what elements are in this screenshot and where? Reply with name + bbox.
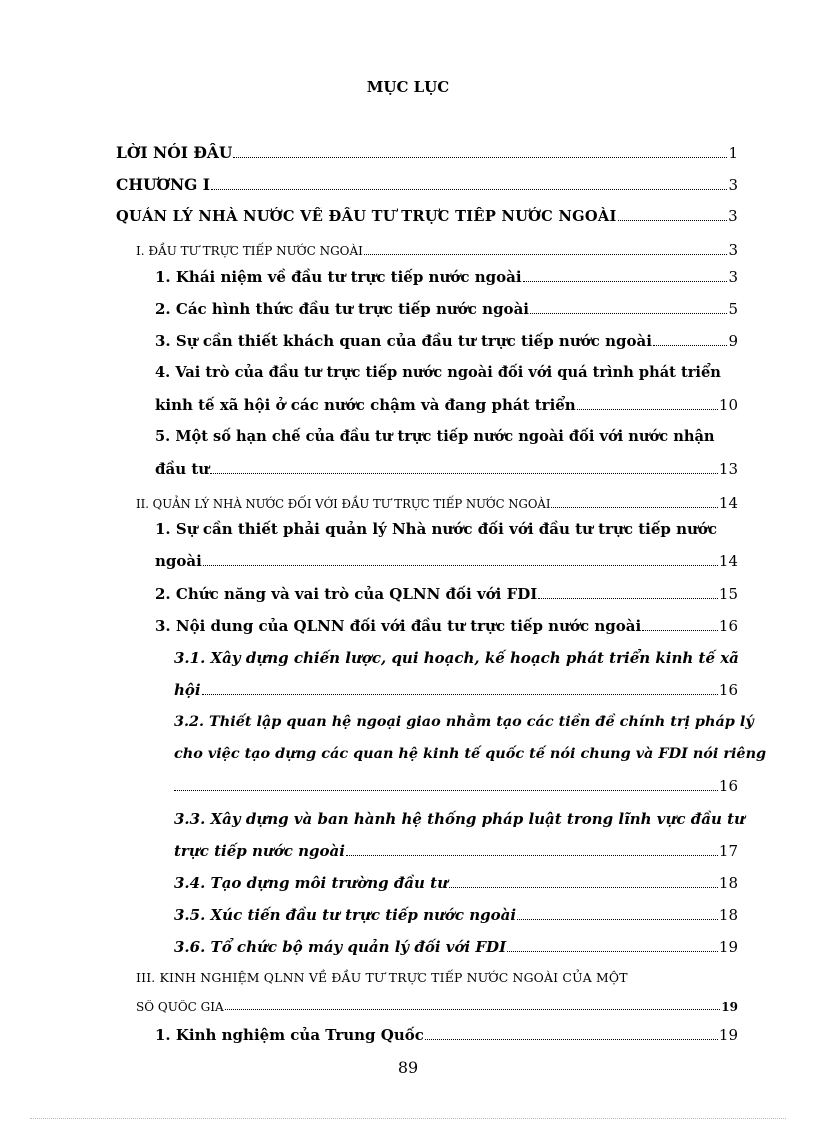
toc-entry-title: 3. Nội dung của QLNN đối với đầu tư trực tiếp nước ngoài	[155, 617, 642, 635]
leader-dots	[202, 693, 718, 695]
toc-entry-title-line1[interactable]: 3.1. Xây dựng chiến lược, qui hoạch, kế hoạch phát triển kinh tế xã	[174, 649, 739, 667]
leader-dots	[530, 312, 727, 314]
leader-dots	[364, 253, 728, 255]
toc-entry-title: 1. Kinh nghiệm của Trung Quốc	[155, 1026, 424, 1044]
toc-entry[interactable]	[155, 617, 738, 635]
toc-entry-page: 13	[718, 460, 738, 478]
leader-dots	[523, 280, 728, 282]
toc-entry-page: 3	[728, 241, 738, 259]
page-title: MỤC LỤC	[366, 78, 450, 96]
leader-dots	[174, 789, 718, 791]
toc-entry-title: 1. Khái niệm về đầu tư trực tiếp nước ngoài	[155, 268, 522, 286]
leader-dots	[346, 854, 718, 856]
toc-entry-page: 18	[718, 906, 738, 924]
leader-dots	[211, 188, 727, 190]
toc-entry-page: 1	[728, 144, 738, 162]
toc-entry-page: 3	[728, 268, 738, 286]
toc-entry-page: 14	[718, 552, 738, 570]
toc-entry[interactable]	[155, 1026, 738, 1044]
toc-entry-page: 19	[718, 938, 738, 956]
leader-dots	[210, 472, 718, 474]
toc-entry-title: 2. Các hình thức đầu tư trực tiếp nước ngoài	[155, 300, 529, 318]
toc-entry[interactable]	[174, 906, 738, 924]
leader-dots	[538, 597, 718, 599]
toc-entry-title: 2. Chức năng và vai trò của QLNN đối với FDI	[155, 585, 538, 603]
toc-entry-title-line2: đầu tư	[155, 460, 210, 478]
toc-entry-page: 5	[728, 300, 738, 318]
toc-entry[interactable]	[136, 494, 738, 512]
toc-entry-page: 14	[718, 494, 738, 512]
leader-dots	[653, 344, 728, 346]
toc-entry[interactable]	[155, 300, 738, 318]
leader-dots	[577, 408, 718, 410]
toc-entry-page: 18	[718, 874, 738, 892]
toc-entry[interactable]	[136, 241, 738, 259]
toc-entry-page: 19	[721, 1000, 738, 1014]
toc-entry[interactable]	[174, 874, 738, 892]
toc-entry-title-line1[interactable]: III. KINH NGHIỆM QLNN VỀ ĐẦU TƯ TRỰC TIẾP NƯỚC NGOÀI CỦA MỘT	[136, 970, 628, 985]
toc-entry[interactable]	[174, 681, 738, 699]
leader-dots	[425, 1038, 718, 1040]
toc-entry-page: 10	[718, 396, 738, 414]
toc-entry-title: LỜI NÓI ĐẦU	[116, 143, 233, 162]
toc-entry-title-line1[interactable]: 3.2. Thiết lập quan hệ ngoại giao nhằm tạo các tiền đề chính trị pháp lý	[174, 713, 754, 730]
toc-entry[interactable]	[155, 396, 738, 414]
toc-entry-title: 3.4. Tạo dựng môi trường đầu tư	[174, 874, 448, 892]
toc-entry-page: 15	[718, 585, 738, 603]
toc-entry-page: 17	[718, 842, 738, 860]
toc-entry-title: 3. Sự cần thiết khách quan của đầu tư trực tiếp nước ngoài	[155, 332, 652, 350]
toc-entry[interactable]	[155, 332, 738, 350]
leader-dots	[517, 918, 718, 920]
toc-entry-title-line2: trực tiếp nước ngoài	[174, 842, 345, 860]
toc-entry[interactable]	[155, 268, 738, 286]
leader-dots	[618, 219, 728, 221]
toc-entry[interactable]	[174, 842, 738, 860]
leader-dots	[449, 886, 718, 888]
leader-dots	[225, 1008, 721, 1010]
toc-entry[interactable]	[136, 1000, 738, 1014]
toc-entry-title: 3.6. Tổ chức bộ máy quản lý đối với FDI	[174, 938, 507, 956]
toc-entry-title-line1[interactable]: 1. Sự cần thiết phải quản lý Nhà nước đối với đầu tư trực tiếp nước	[155, 520, 718, 538]
toc-entry-title-line2: ngoài	[155, 552, 202, 570]
toc-entry-page: 16	[718, 681, 738, 699]
toc-entry[interactable]	[155, 585, 738, 603]
leader-dots	[551, 506, 717, 508]
toc-entry-title: CHƯƠNG I	[116, 175, 211, 194]
toc-entry[interactable]	[116, 207, 738, 225]
toc-entry-page: 16	[718, 777, 738, 795]
toc-entry[interactable]	[174, 938, 738, 956]
leader-dots	[203, 564, 718, 566]
toc-entry-title-line2[interactable]: cho việc tạo dựng các quan hệ kinh tế quốc tế nói chung và FDI nói riêng	[174, 745, 767, 762]
toc-entry-title-line2: hội	[174, 681, 201, 699]
leader-dots	[642, 629, 718, 631]
toc-entry[interactable]	[116, 175, 738, 194]
toc-entry-title-line1[interactable]: 5. Một số hạn chế của đầu tư trực tiếp nước ngoài đối với nước nhận	[155, 428, 715, 445]
page-number: 89	[397, 1058, 419, 1077]
toc-entry-page: 9	[728, 332, 738, 350]
toc-entry-page: 19	[718, 1026, 738, 1044]
toc-entry[interactable]	[116, 143, 738, 162]
page-bottom-divider	[30, 1118, 786, 1119]
toc-entry-title: I. ĐẦU TƯ TRỰC TIẾP NƯỚC NGOÀI	[136, 244, 363, 258]
toc-entry-title: II. QUẢN LÝ NHÀ NƯỚC ĐỐI VỚI ĐẦU TƯ TRỰC TIẾP NƯỚC NGOÀI	[136, 497, 551, 511]
toc-entry-page: 3	[728, 176, 738, 194]
toc-entry-title-line2: kinh tế xã hội ở các nước chậm và đang phát triển	[155, 396, 576, 414]
toc-entry[interactable]	[174, 777, 738, 795]
toc-entry[interactable]	[155, 460, 738, 478]
toc-entry-page: 3	[728, 207, 738, 225]
toc-entry-title-line1[interactable]: 3.3. Xây dựng và ban hành hệ thống pháp luật trong lĩnh vực đầu tư	[174, 810, 745, 828]
toc-entry-title: 3.5. Xúc tiến đầu tư trực tiếp nước ngoài	[174, 906, 517, 924]
toc-entry-title-line1[interactable]: 4. Vai trò của đầu tư trực tiếp nước ngoài đối với quá trình phát triển	[155, 364, 721, 381]
toc-entry[interactable]	[155, 552, 738, 570]
toc-entry-title-line2: SỐ QUỐC GIA	[136, 1000, 224, 1014]
toc-entry-page: 16	[718, 617, 738, 635]
leader-dots	[233, 156, 727, 158]
leader-dots	[507, 950, 718, 952]
toc-entry-title: QUẢN LÝ NHÀ NƯỚC VỀ ĐẦU TƯ TRỰC TIẾP NƯỚC NGOÀI	[116, 208, 617, 225]
